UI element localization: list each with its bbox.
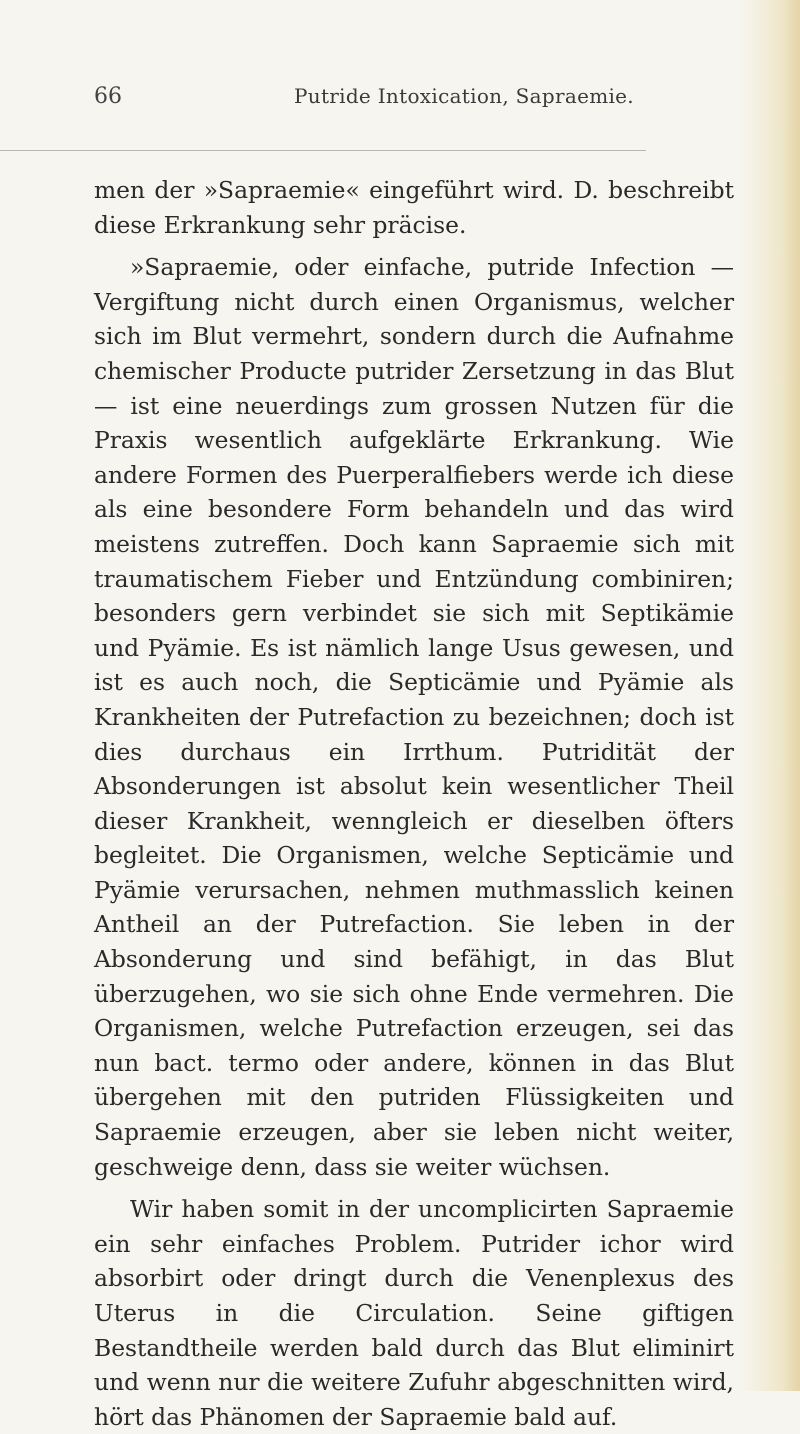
page-edge-shading [740,0,800,1391]
header-rule [0,150,646,151]
paragraph-1: men der »Sapraemie« eingeführt wird. D. beschreibt diese Erkrankung sehr präcise. [94,176,734,239]
running-head: Putride Intoxication, Sapraemie. [294,84,634,108]
paragraph-2: »Sapraemie, oder einfache, putride Infection — Vergiftung nicht durch einen Organismus, welcher sich im Blut vermehrt, sondern durch die Aufnahme chemischer Producte putrider Zersetzung in das Blut — ist eine neuerdings zum grossen Nutzen für die Praxis wesentlich aufgeklärte Erkrankung. Wie andere Formen des Puerperalfiebers werde ich diese als eine besondere Form behandeln und das wird meistens zutreffen. Doch kann Sapraemie sich mit traumatischem Fieber und Entzündung combiniren; besonders gern verbindet sie sich mit Septikämie und Pyämie. Es ist nämlich lange Usus gewesen, und ist es auch noch, die Septicämie und Pyämie als Krankheiten der Putrefaction zu bezeichnen; doch ist dies durchaus ein Irrthum. Putridität der Absonderungen ist absolut kein wesentlicher Theil dieser Krankheit, wenngleich er dieselben öfters begleitet. Die Organismen, welche Septicämie und Pyämie verursachen, nehmen muthmasslich keinen Antheil an der Putrefaction. Sie leben in der Absonderung und sind befähigt, in das Blut überzugehen, wo sie sich ohne Ende vermehren. Die Organismen, welche Putrefaction erzeugen, sei das nun bact. termo oder andere, können in das Blut übergehen mit den putriden Flüssigkeiten und Sapraemie erzeugen, aber sie leben nicht weiter, geschweige denn, dass sie weiter wüchsen. [94,253,734,1181]
body-text [94,173,734,1434]
paragraph-3: Wir haben somit in der uncomplicirten Sapraemie ein sehr einfaches Problem. Putrider ichor wird absorbirt oder dringt durch die Venenplexus des Uterus in die Circulation. Seine giftigen Bestandtheile werden bald durch das Blut eliminirt und wenn nur die weitere Zufuhr abgeschnitten wird, hört das Phänomen der Sapraemie bald auf. [94,1195,734,1431]
page-header [94,84,724,124]
page-number: 66 [94,84,122,109]
